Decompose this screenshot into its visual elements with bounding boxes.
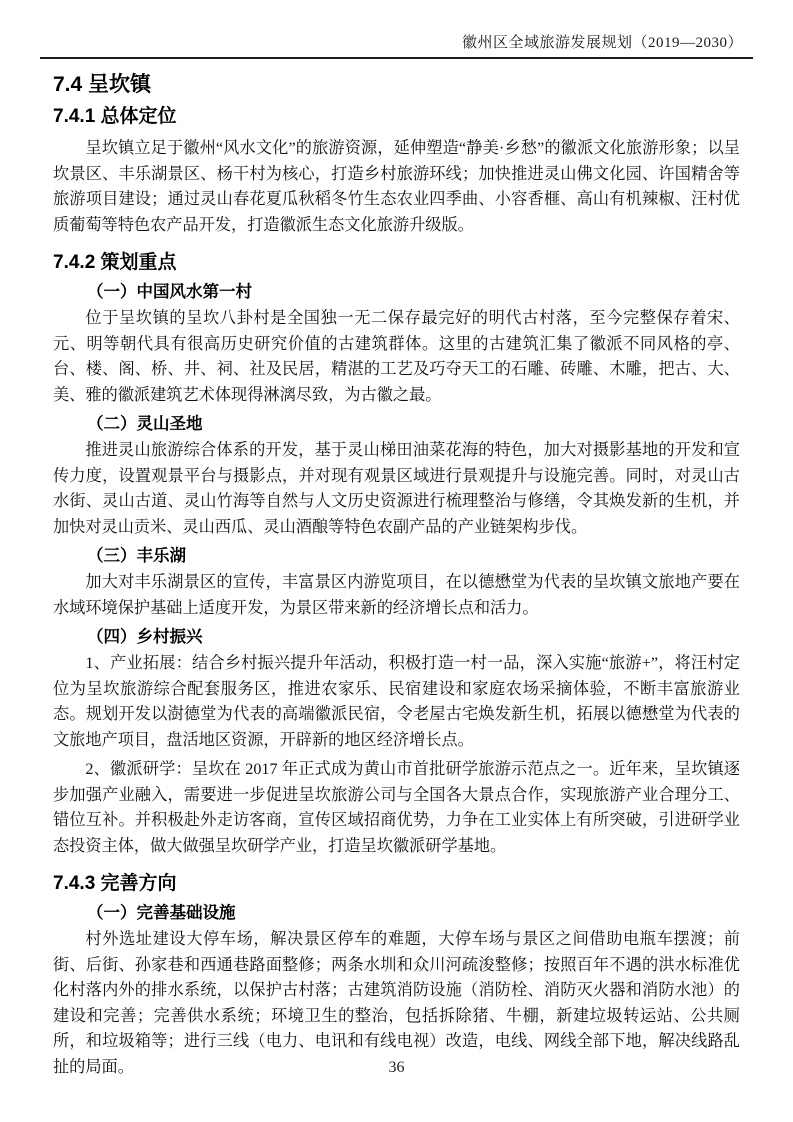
subsection-fengshui-village-heading: （一）中国风水第一村 <box>87 283 252 301</box>
fenglehu-paragraph: 加大对丰乐湖景区的宣传，丰富景区内游览项目，在以德懋堂为代表的呈坎镇文旅地产要在水域环境保护基础上适度开发，为景区带来新的经济增长点和活力。 <box>53 573 740 617</box>
document-content <box>53 71 740 1080</box>
page-header <box>40 0 753 59</box>
study-tour-paragraph: 2、徽派研学：呈坎在 2017 年正式成为黄山市首批研学旅游示范点之一。近年来，呈坎镇逐步加强产业融入，需要进一步促进呈坎旅游公司与全国各大景点合作，实现旅游产业合理分工、错位互补。并积极赴外走访客商，宣传区域招商优势，力争在工业实体上有所突破，引进研学业态投资主体，做大做强呈坎研学产业，打造呈坎徽派研学基地。 <box>53 760 740 855</box>
section-7-4-1-heading: 7.4.1 总体定位 <box>53 106 177 127</box>
subsection-rural-revitalization-heading: （四）乡村振兴 <box>87 628 203 646</box>
subsection-infrastructure-heading: （一）完善基础设施 <box>87 904 236 922</box>
overall-positioning-paragraph: 呈坎镇立足于徽州“风水文化”的旅游资源，延伸塑造“静美·乡愁”的徽派文化旅游形象；以呈坎景区、丰乐湖景区、杨干村为核心，打造乡村旅游环线；加快推进灵山佛文化园、许国精舍等旅游项目建设；通过灵山春花夏瓜秋稻冬竹生态农业四季曲、小容香榧、高山有机辣椒、汪村优质葡萄等特色农产品开发，打造徽派生态文化旅游升级版。 <box>53 139 740 234</box>
subsection-lingshan-heading: （二）灵山圣地 <box>87 415 203 433</box>
document-title: 徽州区全域旅游发展规划（2019—2030） <box>461 35 743 51</box>
section-7-4-3-heading: 7.4.3 完善方向 <box>53 873 177 894</box>
infrastructure-paragraph: 村外选址建设大停车场，解决景区停车的难题，大停车场与景区之间借助电瓶车摆渡；前街、后街、孙家巷和西通巷路面整修；两条水圳和众川河疏浚整修；按照百年不遇的洪水标准优化村落内外的排水系统，以保护古村落；古建筑消防设施（消防栓、消防灭火器和消防水池）的建设和完善；完善供水系统；环境卫生的整治，包括拆除猪、牛棚，新建垃圾转运站、公共厕所，和垃圾箱等；进行三线（电力、电讯和有线电视）改造，电线、网线全部下地，解决线路乱扯的局面。 <box>53 930 740 1076</box>
section-7-4-2-heading: 7.4.2 策划重点 <box>53 252 177 273</box>
fengshui-village-paragraph: 位于呈坎镇的呈坎八卦村是全国独一无二保存最完好的明代古村落，至今完整保存着宋、元、明等朝代具有很高历史研究价值的古建筑群体。这里的古建筑汇集了徽派不同风格的亭、台、楼、阁、桥、井、祠、社及民居，精湛的工艺及巧夺天工的石雕、砖雕、木雕，把古、大、美、雅的徽派建筑艺术体现得淋漓尽致，为古徽之最。 <box>53 309 740 404</box>
section-7-4-heading: 7.4 呈坎镇 <box>53 73 152 96</box>
lingshan-paragraph: 推进灵山旅游综合体系的开发，基于灵山梯田油菜花海的特色，加大对摄影基地的开发和宣传力度，设置观景平台与摄影点，并对现有观景区域进行景观提升与设施完善。同时，对灵山古水街、灵山古道、灵山竹海等自然与人文历史资源进行梳理整治与修缮，令其焕发新的生机，并加快对灵山贡米、灵山西瓜、灵山酒酿等特色农副产品的产业链架构步伐。 <box>53 441 740 536</box>
industry-expansion-paragraph: 1、产业拓展：结合乡村振兴提升年活动，积极打造一村一品，深入实施“旅游+”，将汪村定位为呈坎旅游综合配套服务区，推进农家乐、民宿建设和家庭农场采摘体验，不断丰富旅游业态。规划开发以澍德堂为代表的高端徽派民宿，令老屋古宅焕发新生机，拓展以德懋堂为代表的文旅地产项目，盘活地区资源，开辟新的地区经济增长点。 <box>53 654 740 749</box>
subsection-fenglehu-heading: （三）丰乐湖 <box>87 547 186 565</box>
page-number: 36 <box>388 1059 405 1076</box>
page-footer <box>0 1058 793 1078</box>
